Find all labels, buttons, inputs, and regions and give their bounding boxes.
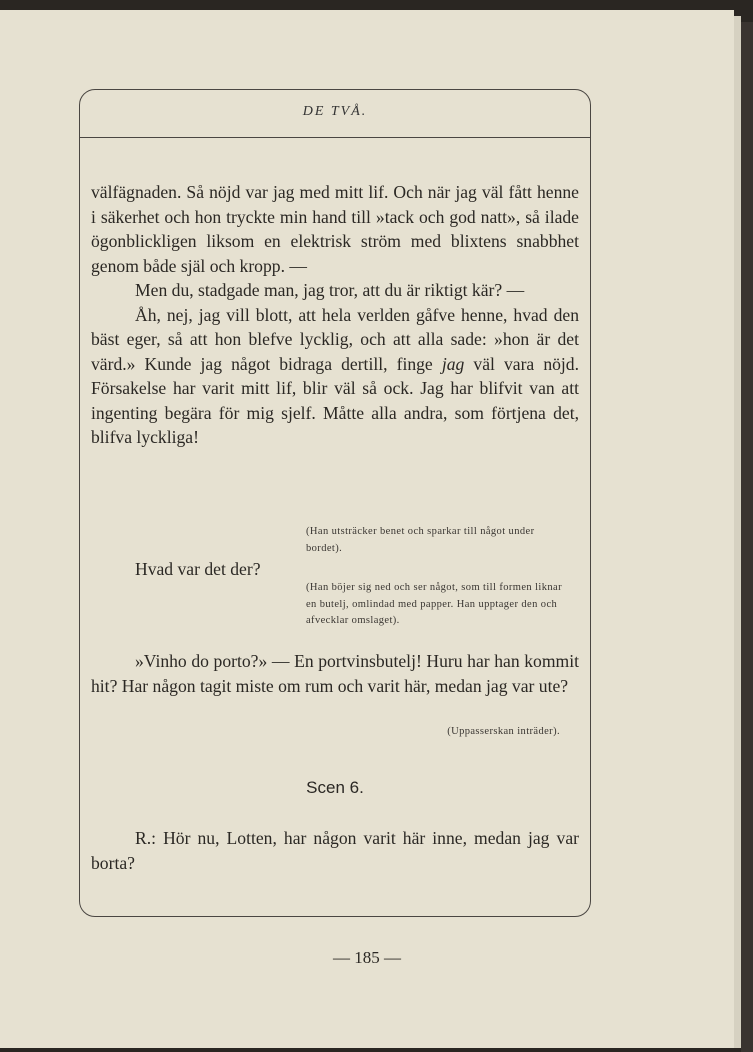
page-edge <box>734 16 741 1048</box>
stage-direction-2: (Han böjer sig ned och ser något, som till formen liknar en butelj, omlindad med papper. Han upptager den och afvecklar omslaget). <box>306 582 562 626</box>
running-head: DE TVÅ. <box>302 104 368 119</box>
line-hvad: Hvad var det der? <box>135 559 261 579</box>
paragraph-2: Men du, stadgade man, jag tror, att du är riktigt kär? — <box>135 280 525 300</box>
main-text-2 <box>91 649 579 698</box>
paragraph-4: »Vinho do porto?» — En portvinsbutelj! Huru har han kommit hit? Har någon tagit miste om rum och varit här, medan jag var ute? <box>91 651 579 696</box>
header-rule <box>79 137 591 138</box>
paragraph-3-emphasis: jag <box>441 353 465 374</box>
book-edge <box>741 22 753 1052</box>
paragraph-5: R.: Hör nu, Lotten, har någon varit här inne, medan jag var borta? <box>91 828 579 873</box>
paragraph-3-part-a: Åh, nej, jag vill blott, att hela verlden gåfve henne, hvad den bäst eger, så att hon blefve lycklig, och att alla sade: »hon är det värd.» Kunde jag något bidraga dertill, finge <box>91 304 579 374</box>
paragraph-1: välfägnaden. Så nöjd var jag med mitt lif. Och när jag väl fått henne i säkerhet och hon tryckte min hand till »tack och god natt», så ilade ögonblickligen liksom en elektrisk ström med blixtens snabbhet genom både själ och kropp. — <box>91 182 579 276</box>
paragraph-3 <box>91 303 579 450</box>
stage-direction-1: (Han utsträcker benet och sparkar till något under bordet). <box>306 526 535 554</box>
page-number: — 185 — <box>333 948 401 967</box>
paragraph-3-part-b: väl vara nöjd. Försakelse har varit mitt lif, blir väl så ock. Jag har blifvit van att ingenting begära för mig sjelf. Måtte alla andra, som förtjena det, blifva lyckliga! <box>91 353 579 447</box>
scene-heading: Scen 6. <box>306 778 364 797</box>
stage-direction-3: (Uppasserskan inträder). <box>447 726 560 737</box>
main-text-3 <box>91 826 579 875</box>
main-text <box>91 180 579 450</box>
